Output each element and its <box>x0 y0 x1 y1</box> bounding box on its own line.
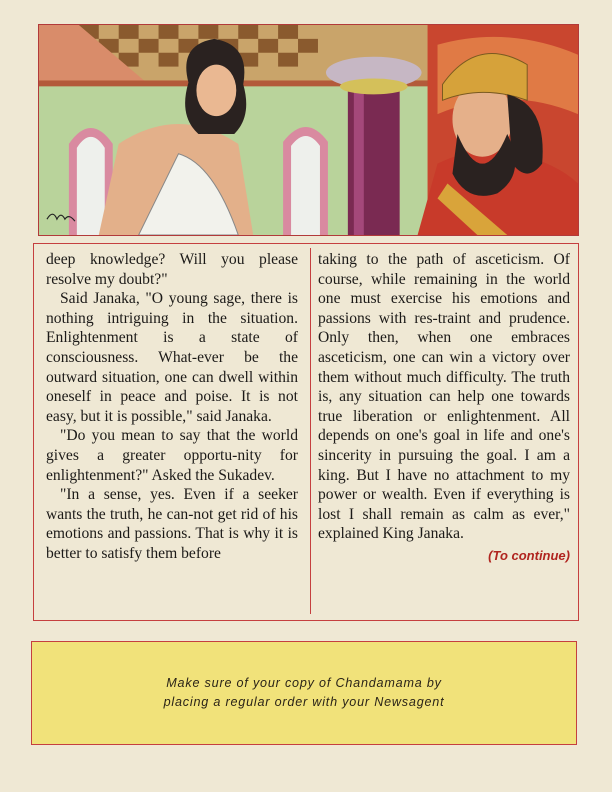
paragraph: "In a sense, yes. Even if a seeker wants the truth, he can-not get rid of his emotions and passions. That is why it is better to satisfy them before <box>46 486 298 562</box>
story-text-frame <box>33 243 579 621</box>
paragraph: deep knowledge? Will you please resolve my doubt?" <box>46 251 298 288</box>
paragraph: Said Janaka, "O young sage, there is nothing intriguing in the situation. Enlightenment is a state of consciousness. What-ever be the outward situation, one can dwell within oneself in peace and poise. It is not easy, but it is possible," said Janaka. <box>46 290 298 425</box>
paragraph: "Do you mean to say that the world gives a greater opportu-nity for enlightenment?" Asked the Sukadev. <box>46 427 298 484</box>
paragraph: taking to the path of asceticism. Of course, while remaining in the world one must exercise his emotions and passions with res-traint and prudence. Only then, when one embraces asceticism, one can win a victory over them without much difficulty. The truth is, any situation can help one towards true liberation or enlightenment. All depends on one's goal in life and one's sincerity in pursuing the goal. I am a king. But I have no attachment to my power or wealth. Even if everything is lost I shall remain as calm as ever," explained King Janaka. <box>318 251 570 543</box>
to-continue-label: (To continue) <box>488 547 570 563</box>
story-column-left <box>46 250 298 564</box>
notice-line: Make sure of your copy of Chandamama by <box>166 676 442 690</box>
column-divider <box>310 248 311 614</box>
subscription-notice <box>31 641 577 745</box>
notice-line: placing a regular order with your Newsagent <box>163 695 445 709</box>
sage-and-king-illustration <box>38 24 579 236</box>
sage-and-king-illustration-icon <box>39 25 578 235</box>
notice-text <box>32 674 576 712</box>
story-column-right <box>318 250 570 566</box>
